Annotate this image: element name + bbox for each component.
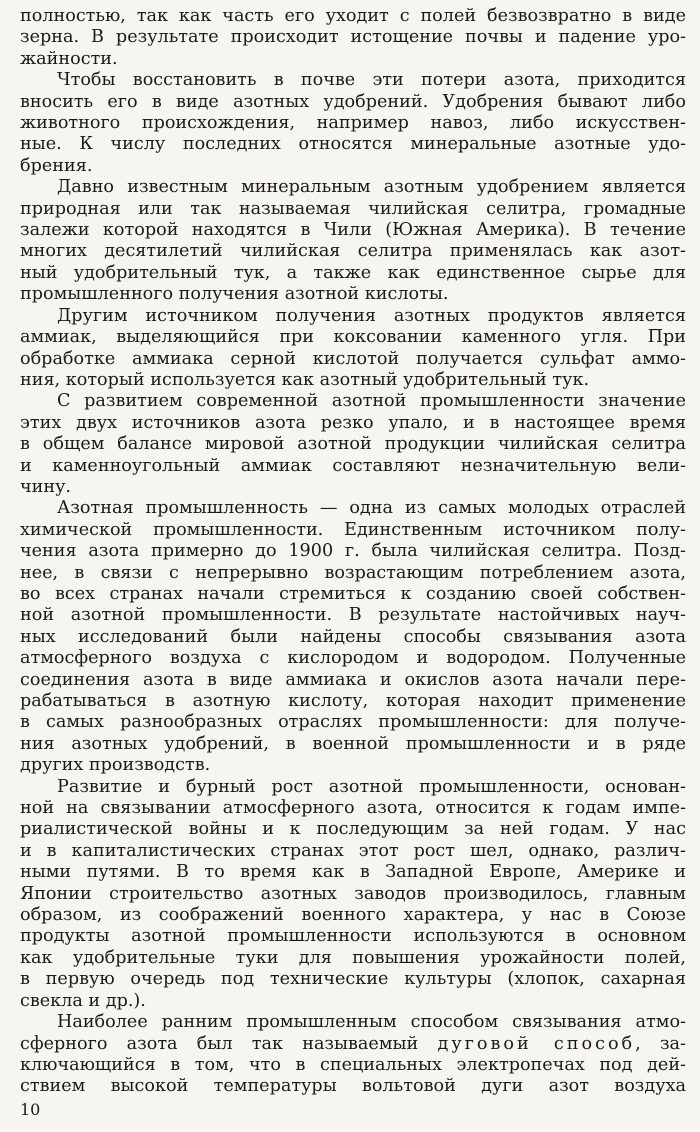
text-line: атмосферного воздуха с кислородом и водородом. Полученные bbox=[20, 648, 686, 669]
text-line: жайности. bbox=[20, 48, 118, 69]
text-line: ной азотной промышленности. В результате настойчивых науч- bbox=[20, 605, 686, 626]
text-line: ствием высокой температуры вольтовой дуги азот воздуха bbox=[20, 1076, 686, 1097]
text-line: Наиболее ранним промышленным способом связывания атмо- bbox=[57, 1012, 686, 1033]
text-line: брения. bbox=[20, 155, 93, 176]
text-line: свекла и др.). bbox=[20, 990, 146, 1011]
text-line: и каменноугольный аммиак составляют незначительную вели- bbox=[20, 455, 686, 476]
text-line: Азотная промышленность — одна из самых молодых отраслей bbox=[57, 498, 686, 519]
text-line: обработке аммиака серной кислотой получается сульфат аммо- bbox=[20, 348, 686, 369]
text-line: Другим источником получения азотных продуктов является bbox=[57, 305, 686, 326]
text-line: продукты азотной промышленности используются в основном bbox=[20, 926, 686, 947]
text-line: других производств. bbox=[20, 755, 211, 776]
text-line: чения азота примерно до 1900 г. была чилийская селитра. Позд- bbox=[20, 541, 686, 562]
text-line: ных исследований были найдены способы связывания азота bbox=[20, 626, 686, 647]
text-line: в первую очередь под технические культуры (хлопок, сахарная bbox=[20, 969, 686, 990]
paragraph-8 bbox=[20, 1012, 686, 1098]
text-line: и в капиталистических странах этот рост шел, однако, различ- bbox=[20, 840, 686, 861]
text-line: Чтобы восстановить в почве эти потери азота, приходится bbox=[57, 70, 686, 91]
text-line: Развитие и бурный рост азотной промышленности, основан- bbox=[57, 776, 686, 797]
text-line: полностью, так как часть его уходит с полей безвозвратно в виде bbox=[20, 6, 686, 26]
text-line: нее, в связи с непрерывно возрастающим потреблением азота, bbox=[20, 562, 686, 583]
text-line: соединения азота в виде аммиака и окислов азота начали пере- bbox=[20, 669, 686, 690]
body-text bbox=[20, 6, 686, 1098]
text-line: в самых разнообразных отраслях промышленности: для получе- bbox=[20, 712, 686, 733]
text-line: рабатываться в азотную кислоту, которая находит применение bbox=[20, 691, 686, 711]
text-line bbox=[20, 1034, 686, 1055]
text-line: ния азотных удобрений, в военной промышленности и в ряде bbox=[20, 733, 686, 754]
text-line: природная или так называемая чилийская селитра, громадные bbox=[20, 198, 686, 219]
text-line: многих десятилетий чилийская селитра применялась как азот- bbox=[20, 241, 686, 262]
paragraph-6 bbox=[20, 498, 686, 776]
text-line: вносить его в виде азотных удобрений. Удобрения бывают либо bbox=[20, 91, 686, 112]
paragraph-7 bbox=[20, 777, 686, 1012]
text-line: ные. К числу последних относятся минеральные азотные удо- bbox=[20, 134, 686, 155]
text-line: этих двух источников азота резко упало, и в настоящее время bbox=[20, 412, 686, 433]
text-line: во всех странах начали стремиться к созданию своей собствен- bbox=[20, 583, 686, 604]
text-line: зерна. В результате происходит истощение почвы и падение уро- bbox=[20, 27, 686, 48]
text-line: аммиак, выделяющийся при коксовании каменного угля. При bbox=[20, 327, 686, 348]
text-line: животного происхождения, например навоз, либо искусствен- bbox=[20, 113, 686, 134]
text-fragment: сферного азота был так называемый bbox=[20, 1033, 419, 1054]
paragraph-2 bbox=[20, 70, 686, 177]
text-line: химической промышленности. Единственным источником полу- bbox=[20, 519, 686, 540]
text-line: ния, который используется как азотный удобрительный тук. bbox=[20, 369, 590, 390]
text-line: Давно известным минеральным азотным удобрением является bbox=[57, 177, 686, 198]
paragraph-3 bbox=[20, 177, 686, 305]
text-line: в общем балансе мировой азотной продукции чилийская селитра bbox=[20, 434, 686, 455]
text-fragment: , за- bbox=[635, 1033, 686, 1054]
text-line: С развитием современной азотной промышленности значение bbox=[57, 391, 686, 412]
text-line: промышленного получения азотной кислоты. bbox=[20, 284, 449, 305]
text-line: залежи которой находятся в Чили (Южная Америка). В течение bbox=[20, 220, 686, 241]
text-line: Японии строительство азотных заводов производилось, главным bbox=[20, 883, 686, 904]
page-number: 10 bbox=[20, 1100, 41, 1119]
emphasized-term: дуговой способ bbox=[437, 1033, 636, 1054]
paragraph-5 bbox=[20, 391, 686, 498]
text-line: как удобрительные туки для повышения урожайности полей, bbox=[20, 947, 686, 968]
paragraph-4 bbox=[20, 306, 686, 392]
text-line: ключающийся в том, что в специальных электропечах под дей- bbox=[20, 1054, 686, 1075]
text-line: ный удобрительный тук, а также как единственное сырье для bbox=[20, 262, 686, 283]
text-line: риалистической войны и к последующим за ней годам. У нас bbox=[20, 819, 686, 840]
text-line: ной на связывании атмосферного азота, относится к годам импе- bbox=[20, 798, 686, 819]
text-line: образом, из соображений военного характера, у нас в Союзе bbox=[20, 905, 686, 926]
paragraph-1 bbox=[20, 6, 686, 70]
text-line: чину. bbox=[20, 476, 72, 497]
text-line: ными путями. В то время как в Западной Европе, Америке и bbox=[20, 862, 686, 883]
